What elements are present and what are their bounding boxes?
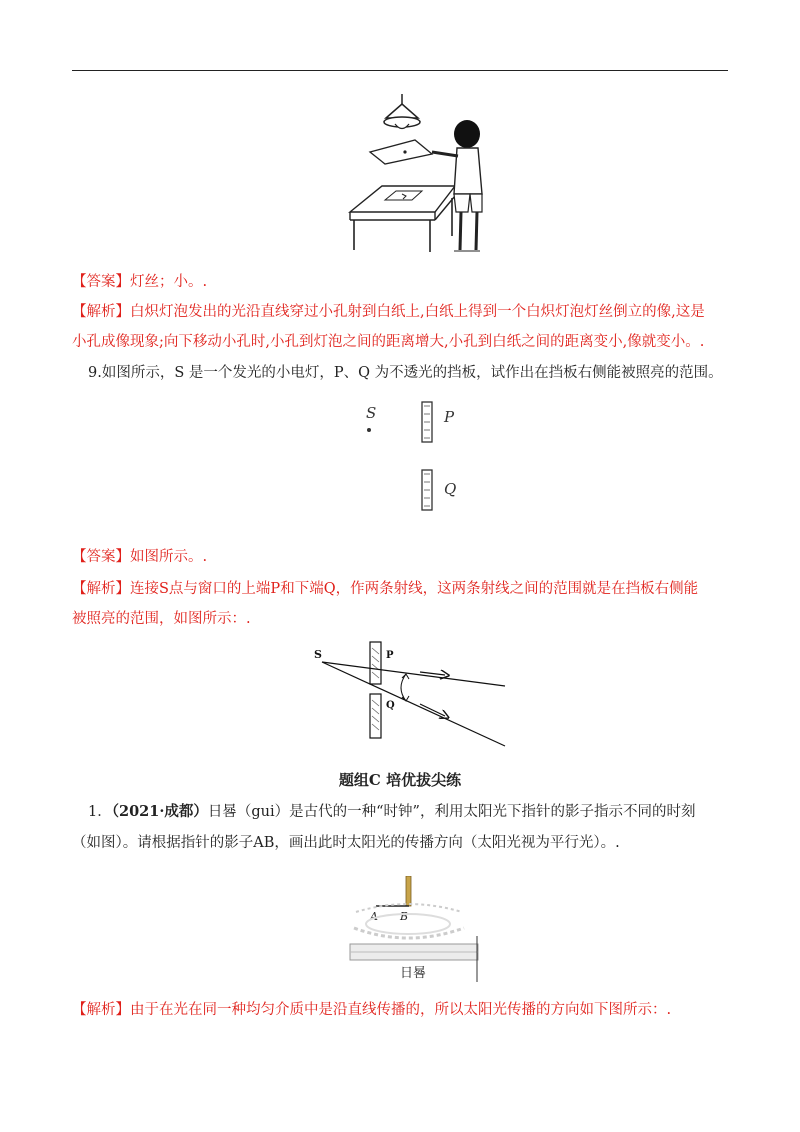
analysis-text: 连接S点与窗口的上端P和下端Q，作两条射线，这两条射线之间的范围就是在挡板右侧能 (130, 581, 699, 597)
analysis-1 (72, 999, 732, 1021)
analysis-9-line-1 (72, 578, 732, 600)
label-b: B (400, 910, 409, 923)
lamp-pinhole-figure (340, 94, 490, 254)
answer-8 (72, 271, 732, 293)
question-9-answer-figure (310, 638, 520, 750)
header-rule (72, 70, 728, 71)
analysis-tag: 【解析】 (72, 1002, 130, 1018)
question-9-figure (360, 394, 480, 520)
question-source: （2021·成都） (111, 803, 208, 820)
answer-tag: 【答案】 (72, 549, 130, 565)
label-s: S (314, 648, 322, 661)
board-q (370, 694, 381, 738)
label-q: Q (444, 480, 457, 498)
sundial-caption: 日晷 (400, 966, 427, 981)
question-9: 9.如图所示，S 是一个发光的小电灯，P、Q 为不透光的挡板，试作出在挡板右侧能被照亮的范围。 (88, 365, 723, 381)
label-a: A (370, 910, 378, 923)
sundial-figure (342, 876, 488, 984)
analysis-text: 由于在光在同一种均匀介质中是沿直线传播的，所以太阳光传播的方向如下图所示：. (130, 1002, 672, 1018)
answer-9 (72, 546, 732, 568)
analysis-8-line-2: 小孔成像现象;向下移动小孔时,小孔到灯泡之间的距离增大,小孔到白纸之间的距离变小,像就变小。. (72, 334, 705, 350)
question-1-line-2: （如图）。请根据指针的影子AB，画出此时太阳光的传播方向（太阳光视为平行光）。. (72, 835, 620, 851)
label-p: P (386, 650, 394, 661)
question-text: 日晷（gui）是古代的一种“时钟”，利用太阳光下指针的影子指示不同的时刻 (207, 804, 696, 820)
light-source-dot (367, 428, 371, 432)
analysis-tag: 【解析】 (72, 304, 130, 320)
analysis-text: 白炽灯泡发出的光沿直线穿过小孔射到白纸上,白纸上得到一个白炽灯泡灯丝倒立的像,这是 (130, 304, 705, 320)
analysis-tag: 【解析】 (72, 581, 130, 597)
answer-text: 如图所示。. (130, 549, 208, 565)
question-1-line-1 (88, 801, 748, 823)
analysis-8-line-1 (72, 301, 732, 323)
gnomon (406, 876, 411, 906)
answer-text: 灯丝；小。. (130, 274, 208, 290)
answer-tag: 【答案】 (72, 274, 130, 290)
analysis-9-line-2: 被照亮的范围，如图所示：. (72, 611, 251, 627)
board-p (370, 642, 381, 684)
question-number: 1． (88, 804, 112, 820)
label-q: Q (386, 700, 395, 711)
section-title: 题组C 培优拔尖练 (338, 771, 462, 789)
label-s: S (366, 404, 377, 422)
label-p: P (444, 408, 455, 426)
